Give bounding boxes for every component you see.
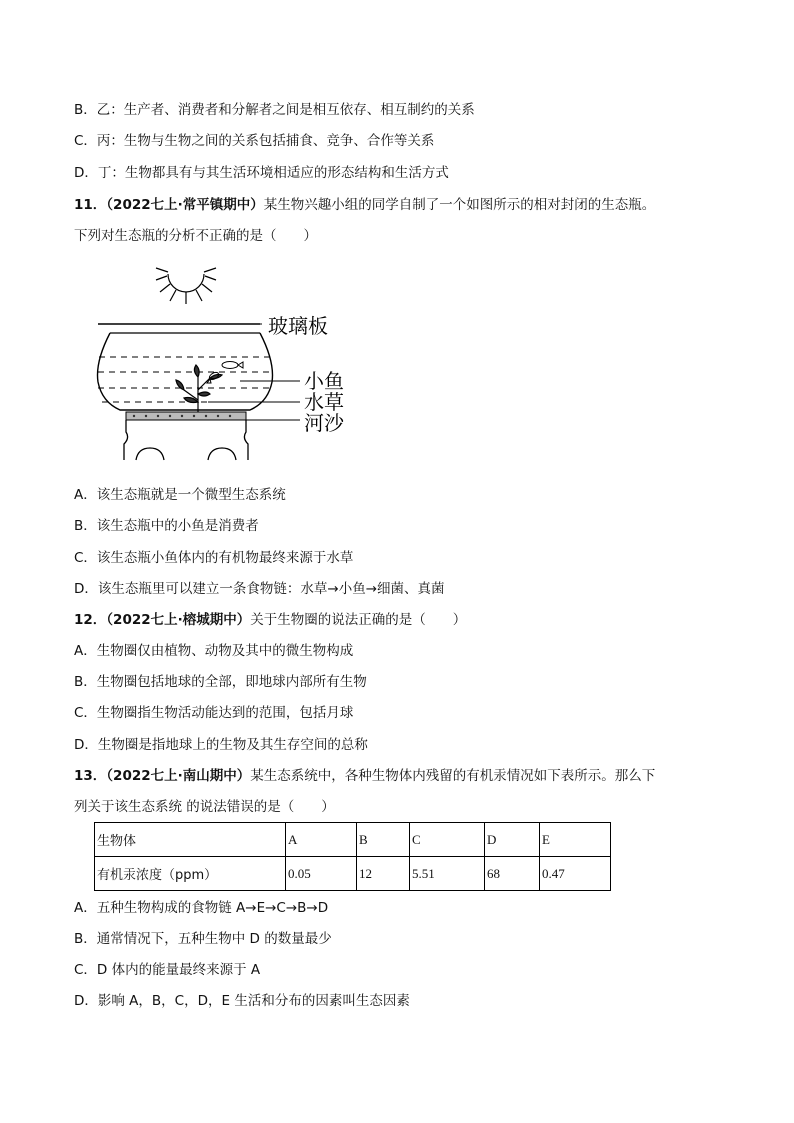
table-cell: 0.05 [286, 857, 357, 891]
q13-stem-line2: 列关于该生态系统 的说法错误的是（ ） [74, 799, 335, 815]
q11-option-c: C．该生态瓶小鱼体内的有机物最终来源于水草 [74, 550, 354, 566]
q11-option-b: B．该生态瓶中的小鱼是消费者 [74, 518, 259, 534]
table-cell: D [485, 823, 540, 857]
q12-source: （2022七上·榕城期中） [106, 612, 251, 628]
table-cell: C [410, 823, 485, 857]
label-water-plant: 水草 [304, 390, 344, 414]
table-cell: 0.47 [540, 857, 611, 891]
q13-option-d: D．影响 A，B，C，D，E 生活和分布的因素叫生态因素 [74, 993, 410, 1009]
table-cell: 68 [485, 857, 540, 891]
q13-stem-line1 [74, 766, 655, 786]
ecosystem-bottle-figure [90, 262, 360, 472]
label-river-sand: 河沙 [304, 411, 344, 435]
q12-number: 12． [74, 612, 107, 628]
q10-option-d: D．丁：生物都具有与其生活环境相适应的形态结构和生活方式 [74, 165, 449, 181]
q12-text: 关于生物圈的说法正确的是（ ） [250, 612, 467, 628]
table-cell: E [540, 823, 611, 857]
mercury-table [94, 822, 611, 891]
table-cell: A [286, 823, 357, 857]
q11-text: 某生物兴趣小组的同学自制了一个如图所示的相对封闭的生态瓶。 [263, 197, 656, 213]
table-cell: 有机汞浓度（ppm） [95, 857, 286, 891]
table-cell: 5.51 [410, 857, 485, 891]
sun-icon [156, 268, 216, 304]
q11-stem-line1 [74, 195, 655, 215]
sand-layer [126, 412, 246, 420]
q11-stem-line2: 下列对生态瓶的分析不正确的是（ ） [74, 228, 317, 244]
q11-option-a: A．该生态瓶就是一个微型生态系统 [74, 487, 286, 503]
water-lines [98, 357, 273, 402]
table-cell: 12 [357, 857, 410, 891]
q11-number: 11． [74, 197, 107, 213]
q13-option-c: C．D 体内的能量最终来源于 A [74, 962, 261, 978]
q13-source: （2022七上·南山期中） [106, 768, 251, 784]
bottle-stand [124, 420, 248, 460]
q13-number: 13． [74, 768, 107, 784]
label-glass-plate: 玻璃板 [268, 314, 328, 338]
q13-text: 某生态系统中，各种生物体内残留的有机汞情况如下表所示。那么下 [250, 768, 656, 784]
q12-option-b: B．生物圈包括地球的全部，即地球内部所有生物 [74, 674, 367, 690]
q12-option-d: D．生物圈是指地球上的生物及其生存空间的总称 [74, 737, 368, 753]
table-header-row [95, 823, 611, 857]
label-fish: 小鱼 [304, 369, 344, 393]
q10-option-c: C．丙：生物与生物之间的关系包括捕食、竞争、合作等关系 [74, 133, 435, 149]
q12-option-c: C．生物圈指生物活动能达到的范围，包括月球 [74, 705, 354, 721]
table-row [95, 857, 611, 891]
table-cell: 生物体 [95, 823, 286, 857]
q12-stem [74, 610, 466, 630]
table-cell: B [357, 823, 410, 857]
q10-option-b: B．乙：生产者、消费者和分解者之间是相互依存、相互制约的关系 [74, 102, 475, 118]
q11-source: （2022七上·常平镇期中） [106, 197, 264, 213]
q13-option-b: B．通常情况下，五种生物中 D 的数量最少 [74, 931, 332, 947]
q12-option-a: A．生物圈仅由植物、动物及其中的微生物构成 [74, 643, 354, 659]
q13-option-a: A．五种生物构成的食物链 A→E→C→B→D [74, 900, 329, 916]
q11-option-d: D．该生态瓶里可以建立一条食物链：水草→小鱼→细菌、真菌 [74, 581, 445, 597]
